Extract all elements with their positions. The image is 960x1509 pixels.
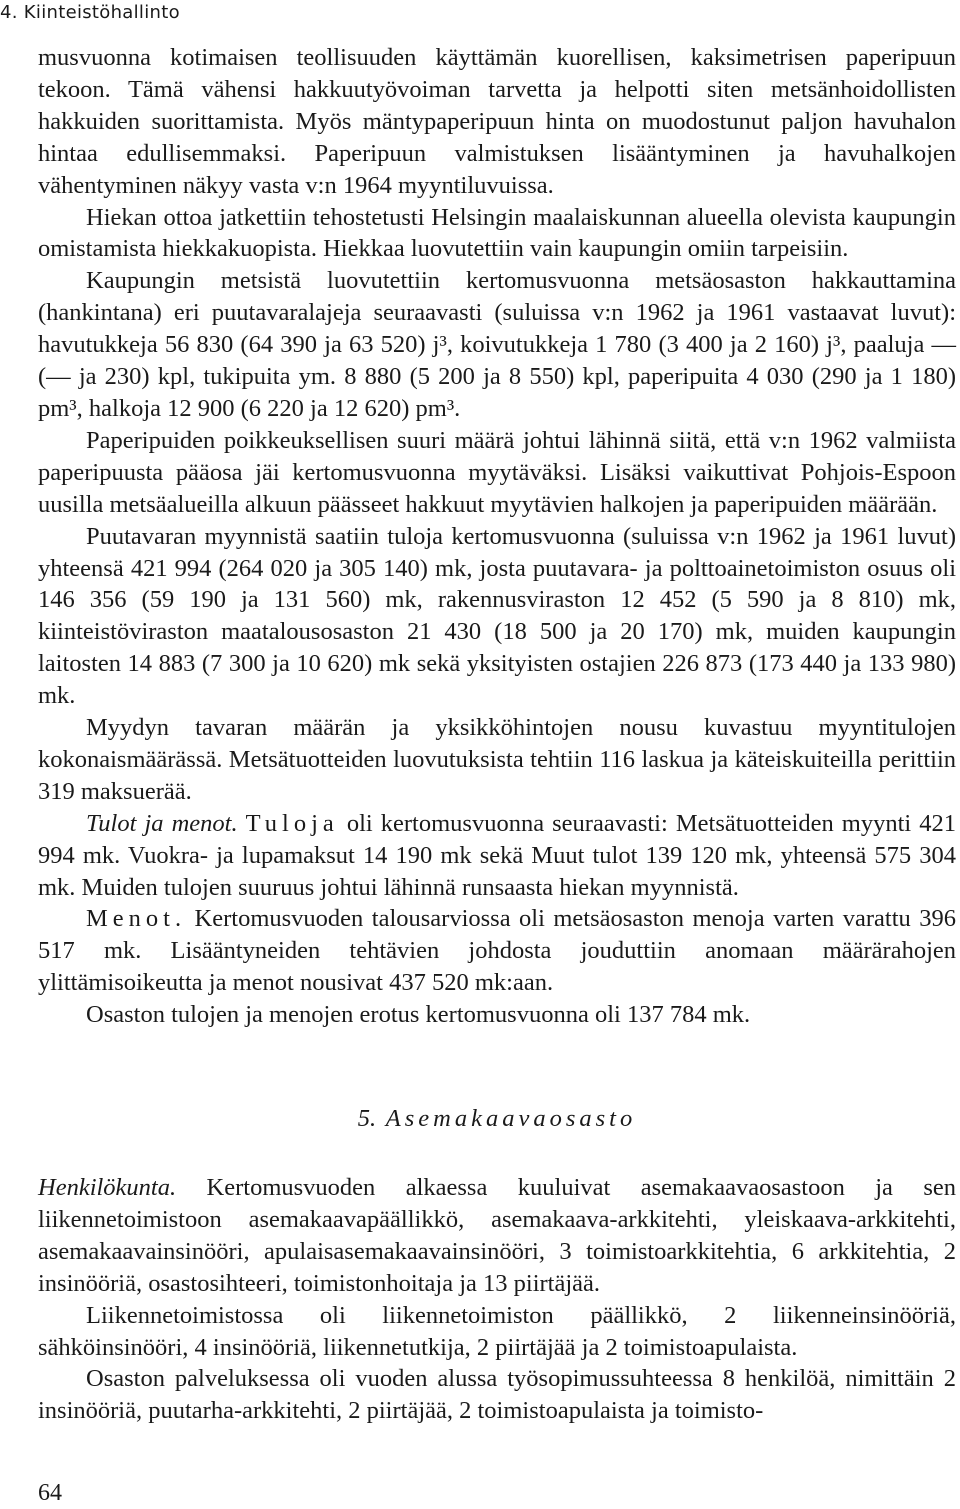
- paragraph-paperwood: Paperipuiden poikkeuksellisen suuri määrä johtui lähinnä siitä, että v:n 1962 valmiista paperipuusta pääosa jäi kertomusvuonna myytäväksi. Lisäksi vaikuttivat Pohjois-Espoon uusilla metsäalueilla alkuun päässeet hakkuut myytävien halkojen ja paperipuiden määrään.: [38, 426, 956, 518]
- paragraph-sand-extraction: Hiekan ottoa jatkettiin tehostetusti Helsingin maalaiskunnan alueella olevista kaupungin omistamista hiekkakuopista. Hiekkaa luovutettiin vain kaupungin omiin tarpeisiin.: [38, 203, 956, 263]
- paragraph-staff: [38, 1172, 956, 1300]
- paragraph-traffic-office: Liikennetoimistossa oli liikennetoimiston päällikkö, 2 liikenneinsinööriä, sähköinsinööri, 4 insinööriä, liikennetutkija, 2 piirtäjää ja 2 toimistoapulaista.: [38, 1301, 956, 1361]
- spaced-word-income: Tuloja: [245, 809, 339, 837]
- paragraph-timber-sales: Puutavaran myynnistä saatiin tuloja kertomusvuonna (suluissa v:n 1962 ja 1961 luvut) yhteensä 421 994 (264 020 ja 305 140) mk, josta puutavara- ja polttoainetoimiston osuus oli 146 356 (59 190 ja 131 560) mk, rakennusviraston 12 452 (5 590 ja 8 810) mk, kiinteistöviraston maatalousosaston 21 430 (18 500 ja 20 170) mk, muiden kaupungin laitosten 14 883 (7 300 ja 10 620) mk sekä yksityisten ostajien 226 873 (173 440 ja 133 980) mk.: [38, 522, 956, 710]
- staff-text: Kertomusvuoden alkaessa kuuluivat asemakaavaosastoon ja sen liikennetoimistoon asemakaavapäällikkö, asemakaava-arkkitehti, yleiskaava-arkkitehti, asemakaavainsinööri, apulaisasemakaavainsinööri, 3 toimistoarkkitehtia, 6 arkkitehtia, 2 insinööriä, osastosihteeri, toimistonhoitaja ja 13 piirtäjää.: [38, 1174, 956, 1297]
- paragraph-continuation: musvuonna kotimaisen teollisuuden käyttämän kuorellisen, kaksimetrisen paperipuun tekoon. Tämä vähensi hakkuutyövoiman tarvetta ja helpotti siten metsänhoidollisten hakkuiden suorittamista. Myös mäntypaperipuun hinta on muodostunut paljon havuhalon hintaa edullisemmaksi. Paperipuun valmistuksen lisääntyminen ja havuhalkojen vähentyminen näkyy vasta v:n 1964 myyntiluvuissa.: [38, 44, 956, 199]
- page-body: [38, 42, 956, 1427]
- expenses-text: Kertomusvuoden talousarviossa oli metsäosaston menoja varten varattu 396 517 mk. Lisääntyneiden tehtävien johdosta jouduttiin anomaan määrärahojen ylittämisoikeutta ja menot nousivat 437 520 mk:aan.: [38, 905, 956, 997]
- section-title: Asemakaavaosasto: [385, 1105, 637, 1133]
- paragraph-income: [38, 808, 956, 904]
- subheading-staff: Henkilökunta.: [38, 1174, 177, 1201]
- paragraph-difference: Osaston tulojen ja menojen erotus kertomusvuonna oli 137 784 mk.: [86, 1001, 751, 1029]
- running-header: 4. Kiinteistöhallinto: [0, 2, 180, 23]
- paragraph-expenses: [38, 903, 956, 999]
- paragraph-sales-volume: Myydyn tavaran määrän ja yksikköhintojen nousu kuvastuu myyntitulojen kokonaismäärässä. Metsätuotteiden luovutuksista tehtiin 116 laskua ja käteiskuiteilla perittiin 319 maksuerää.: [38, 714, 956, 805]
- subheading-income-expenses: Tulot ja menot.: [86, 809, 238, 837]
- section-heading: [38, 1103, 956, 1135]
- paragraph-timber-deliveries: Kaupungin metsistä luovutettiin kertomusvuonna metsäosaston hakkauttamina (hankintana) eri puutavaralajeja seuraavasti (suluissa v:n 1962 ja 1961 vastaavat luvut): havutukkeja 56 830 (64 390 ja 63 520) j³, koivutukkeja 1 780 (3 400 ja 2 160) j³, paaluja — (— ja 230) kpl, tukipuita ym. 8 880 (5 200 ja 8 550) kpl, paperipuita 4 030 (290 ja 1 180) pm³, halkoja 12 900 (6 220 ja 12 620) pm³.: [38, 267, 956, 422]
- paragraph-employment: Osaston palveluksessa oli vuoden alussa työsopimussuhteessa 8 henkilöä, nimittäin 2 insinööriä, puutarha-arkkitehti, 2 piirtäjää, 2 toimistoapulaista ja toimisto-: [38, 1365, 956, 1425]
- section-number: 5.: [357, 1105, 377, 1133]
- spaced-word-expenses: Menot.: [86, 905, 187, 933]
- income-text: oli kertomusvuonna seuraavasti: Metsätuotteiden myynti 421 994 mk. Vuokra- ja lupamaksut 14 190 mk sekä Muut tulot 139 120 mk, yhteensä 575 304 mk. Muiden tulojen suuruus johtui lähinnä runsaasta hiekan myynnistä.: [38, 809, 957, 901]
- section-spacer: [38, 1031, 956, 1063]
- page-number: 64: [38, 1480, 62, 1506]
